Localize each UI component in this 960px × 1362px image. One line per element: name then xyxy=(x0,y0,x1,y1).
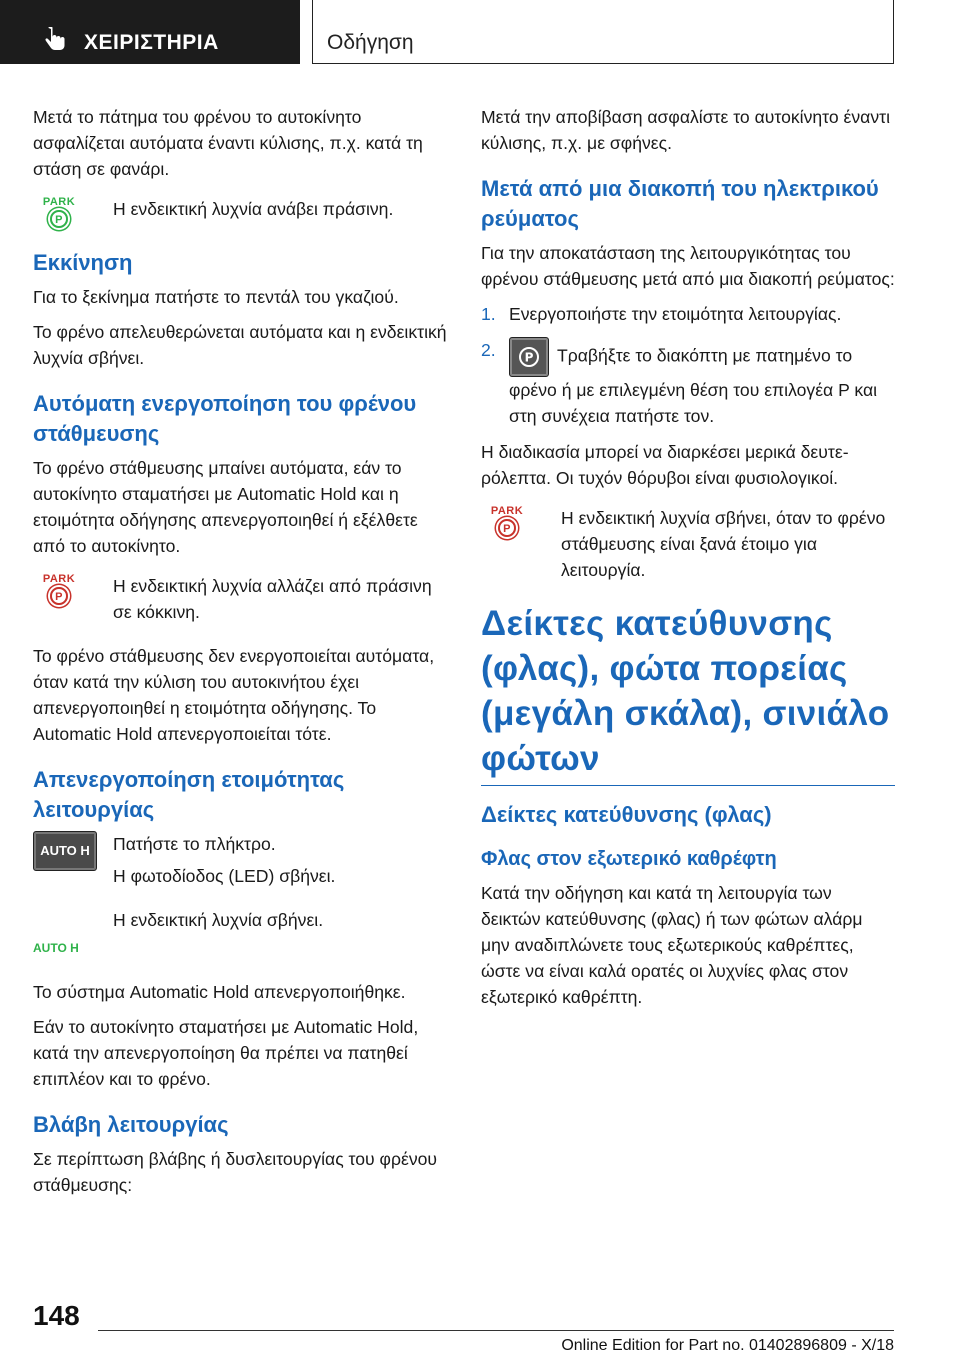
heading-start: Εκκίνηση xyxy=(33,250,133,275)
park-red-icon: PARK P xyxy=(490,505,524,535)
heading-turn-signals: Δείκτες κατεύθυνσης (φλας) xyxy=(481,802,772,827)
edition-note: Online Edition for Part no. 01402896809 - X/18 xyxy=(561,1337,894,1354)
indicator-row xyxy=(33,907,447,961)
section-tab-label: ΧΕΙΡΙΣΤΗΡΙΑ xyxy=(84,31,219,54)
header-tabs xyxy=(0,0,960,66)
indicator-text: Η ενδεικτική λυχνία ανάβει πράσινη. xyxy=(113,199,394,219)
indicator-row xyxy=(481,505,895,583)
indicator-row xyxy=(33,196,447,230)
heading-auto-activation: Αυτόματη ενεργοποίηση του φρένου στάθμευσης xyxy=(33,391,417,446)
paragraph: Το φρένο απελευθερώνεται αυτόματα και η ενδεικτική λυχνία σβήνει. xyxy=(33,322,447,368)
paragraph: Μετά το πάτημα του φρένου το αυτοκίνητο ασφαλίζεται αυτόματα έναντι κύλισης, π.χ. κατά τη στάση σε φανάρι. xyxy=(33,107,423,179)
heading-deactivation: Απενεργοποίηση ετοιμότητας λειτουργίας xyxy=(33,767,345,822)
paragraph: Μετά την αποβίβαση ασφαλίστε το αυτοκίνητο έναντι κύλισης, π.χ. με σφήνες. xyxy=(481,107,891,153)
indicator-text: Η ενδεικτική λυχνία σβήνει, όταν το φρένο στάθμευσης είναι ξανά έτοιμο για λειτουργία. xyxy=(561,508,886,580)
svg-text:P: P xyxy=(524,350,534,365)
list-item xyxy=(481,301,895,327)
page-number: 148 xyxy=(33,1300,80,1331)
paragraph: Για την αποκατάσταση της λειτουργικότητας του φρένου στάθμευσης μετά από μια διακοπή ρεύματος: xyxy=(481,243,895,289)
chapter-tab-label: Οδήγηση xyxy=(327,31,414,54)
steps-list xyxy=(481,301,895,429)
paragraph: Το φρένο στάθμευσης μπαίνει αυτόματα, εάν το αυτοκίνητο σταματήσει με Automatic Hold και η ετοιμότητα οδήγησης απενεργοποιηθεί ή εξέλθετε από το αυτοκίνητο. xyxy=(33,458,418,556)
left-column xyxy=(33,104,447,1207)
step-text: Τραβήξτε το διακόπτη με πατημένο το φρένο ή με επιλεγμένη θέση του επιλογέα P και στη συνέχεια πατήστε τον. xyxy=(509,345,878,426)
list-item xyxy=(481,337,895,429)
heading-power-interruption: Μετά από μια διακοπή του ηλεκτρικού ρεύματος xyxy=(481,176,879,231)
step-number: 2. xyxy=(481,340,496,360)
indicator-text: Η ενδεικτική λυχνία σβήνει. xyxy=(113,910,324,930)
indicator-row xyxy=(33,573,447,625)
section-tab[interactable] xyxy=(0,0,300,64)
chapter-tab[interactable] xyxy=(312,0,894,64)
autoh-indicator-icon: AUTO H xyxy=(33,941,79,955)
step-text: Ενεργοποιήστε την ετοιμότητα λειτουργίας. xyxy=(509,304,842,324)
paragraph: Η διαδικασία μπορεί να διαρκέσει μερικά δευτερόλεπτα. Οι τυχόν θόρυβοι είναι φυσιολογικοί. xyxy=(481,442,849,488)
paragraph: Το σύστημα Automatic Hold απενεργοποιήθηκε. xyxy=(33,982,406,1002)
paragraph: Για το ξεκίνημα πατήστε το πεντάλ του γκαζιού. xyxy=(33,287,399,307)
park-red-icon: PARK P xyxy=(42,573,76,603)
heading-mirror-signals: Φλας στον εξωτερικό καθρέφτη xyxy=(481,848,777,870)
instruction-text: Πατήστε το πλήκτρο. xyxy=(113,834,276,854)
right-column xyxy=(481,104,895,1019)
parking-brake-switch-icon xyxy=(509,337,549,377)
autoh-button-icon: AUTO H xyxy=(33,831,97,871)
hand-pointer-icon xyxy=(42,27,68,53)
heading-fault: Βλάβη λειτουργίας xyxy=(33,1112,229,1137)
section-heading: Δείκτες κατεύθυνσης (φλας), φώτα πορείας (μεγάλη σκάλα), σινιάλο φώτων xyxy=(481,601,895,786)
paragraph: Σε περίπτωση βλάβης ή δυσλειτουργίας του φρένου στάθμευσης: xyxy=(33,1149,438,1195)
indicator-text: Η ενδεικτική λυχνία αλλάζει από πράσινη σε κόκκινη. xyxy=(113,576,432,622)
park-green-icon: PARK P xyxy=(42,196,76,226)
autoh-button-row xyxy=(33,831,447,889)
footer-divider xyxy=(98,1330,894,1331)
instruction-text: Η φωτοδίοδος (LED) σβήνει. xyxy=(113,866,336,886)
paragraph: Το φρένο στάθμευσης δεν ενεργοποιείται αυτόματα, όταν κατά την κύλιση του αυτοκινήτου έχει απενεργοποιηθεί η ετοιμότητα οδήγησης. Το Automatic Hold απενεργοποιείται τότε. xyxy=(33,646,435,744)
paragraph: Εάν το αυτοκίνητο σταματήσει με Automatic Hold, κατά την απενεργοποίηση θα πρέπει να πατηθεί επιπλέον και το φρένο. xyxy=(33,1017,419,1089)
step-number: 1. xyxy=(481,304,496,324)
paragraph: Κατά την οδήγηση και κατά τη λειτουργία των δεικτών κατεύθυνσης (φλας) ή των φώτων αλάρμ μην αναδιπλώνετε τους εξωτερικούς καθρέπτες, ώστε να είναι καλά ορατές οι λυχνίες φλας στον εξωτερικό καθρέπτη. xyxy=(481,883,863,1007)
